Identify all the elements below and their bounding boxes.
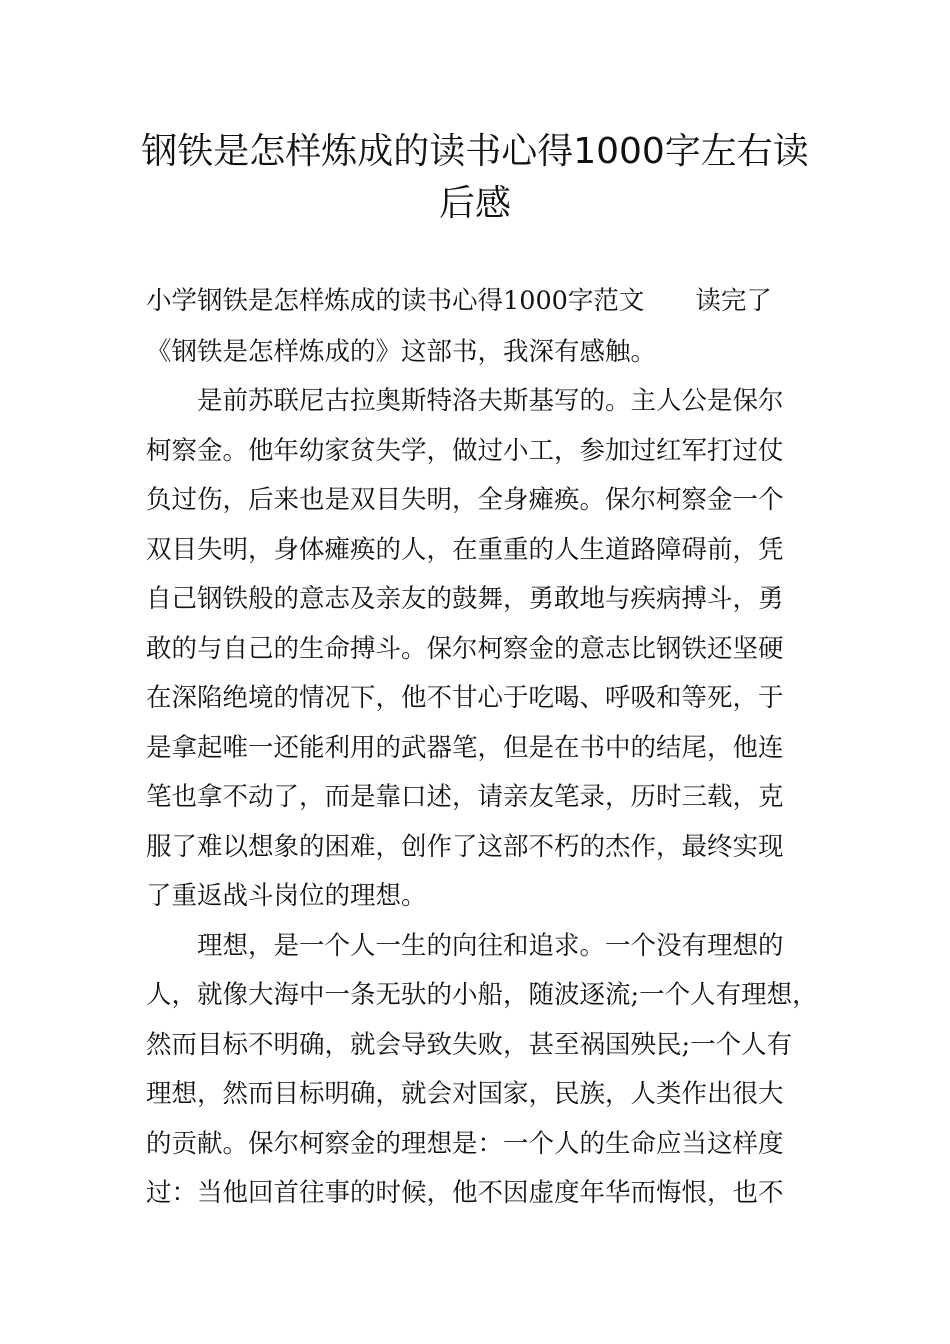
body-line: 小学钢铁是怎样炼成的读书心得1000字范文 读完了 (146, 286, 772, 316)
body-line: 笔也拿不动了，而是靠口述，请亲友笔录，历时三载，克 (146, 782, 784, 812)
title-line-2: 后感 (438, 183, 511, 224)
body-line: 过：当他回首往事的时候，他不因虚度年华而悔恨，也不 (146, 1178, 784, 1208)
body-line: 了重返战斗岗位的理想。 (146, 881, 427, 911)
body-line: 负过伤，后来也是双目失明，全身瘫痪。保尔柯察金一个 (146, 485, 784, 515)
body-line: 双目失明，身体瘫痪的人，在重重的人生道路障碍前，凭 (146, 535, 784, 565)
body-line: 理想，然而目标明确，就会对国家，民族，人类作出很大 (146, 1079, 784, 1109)
body-line: 理想，是一个人一生的向往和追求。一个没有理想的 (197, 931, 784, 961)
body-line: 自己钢铁般的意志及亲友的鼓舞，勇敢地与疾病搏斗，勇 (146, 584, 784, 614)
body-line: 《钢铁是怎样炼成的》这部书，我深有感触。 (146, 337, 657, 367)
body-line: 服了难以想象的困难，创作了这部不朽的杰作，最终实现 (146, 832, 784, 862)
body-line: 柯察金。他年幼家贫失学，做过小工，参加过红军打过仗 (146, 436, 784, 466)
body-line: 是拿起唯一还能利用的武器笔，但是在书中的结尾，他连 (146, 733, 784, 763)
body-line: 是前苏联尼古拉奥斯特洛夫斯基写的。主人公是保尔 (197, 386, 784, 416)
body-line: 人，就像大海中一条无驮的小船，随波逐流;一个人有理想， (146, 980, 818, 1010)
document-title (120, 126, 830, 230)
body-line: 敢的与自己的生命搏斗。保尔柯察金的意志比钢铁还坚硬 (146, 634, 784, 664)
body-line: 在深陷绝境的情况下，他不甘心于吃喝、呼吸和等死，于 (146, 683, 784, 713)
body-line: 的贡献。保尔柯察金的理想是：一个人的生命应当这样度 (146, 1129, 784, 1159)
title-line-1: 钢铁是怎样炼成的读书心得1000字左右读 (141, 131, 809, 172)
body-line: 然而目标不明确，就会导致失败，甚至祸国殃民;一个人有 (146, 1030, 793, 1060)
